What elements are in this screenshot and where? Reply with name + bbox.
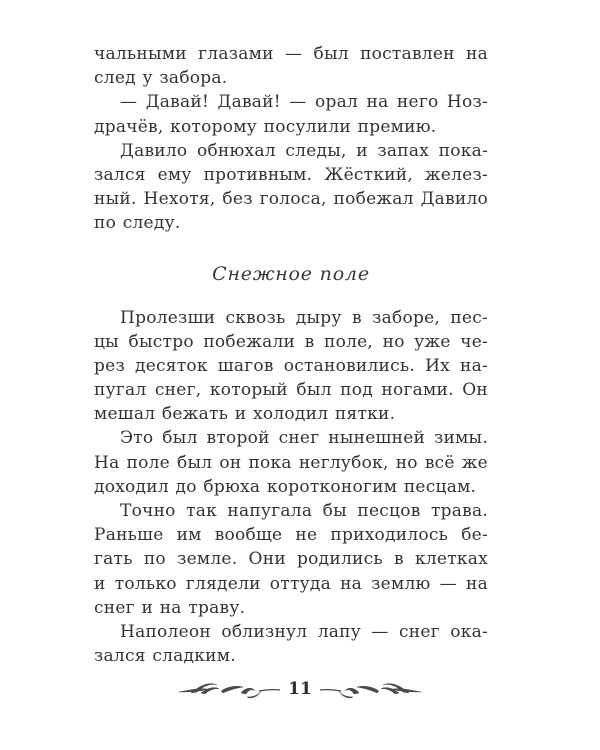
text-line: Наполеон облизнул лапу — снег ока- [120, 621, 488, 642]
paragraph [94, 620, 488, 668]
text-line: драчёв, которому посулили премию. [94, 116, 437, 137]
flourish-ornament-left-icon [177, 677, 282, 701]
text-line: зался сладким. [94, 646, 236, 667]
text-line: ный. Нехотя, без голоса, побежал Давило [94, 189, 488, 210]
text-line: и только глядели оттуда на землю — на [94, 573, 488, 594]
text-line: доходил до брюха коротконогим песцам. [94, 476, 477, 497]
text-line: цы быстро побежали в поле, но уже че- [94, 331, 488, 352]
paragraph [94, 306, 488, 427]
text-line: мешал бежать и холодил пятки. [94, 404, 396, 425]
text-line: Пролезши сквозь дыру в заборе, пес- [120, 307, 488, 328]
text-line: Давило обнюхал следы, и запах пока- [120, 140, 488, 161]
text-line: зался ему противным. Жёсткий, желез- [94, 164, 488, 185]
paragraph [94, 499, 488, 620]
text-line: Точно так напугала бы песцов трава. [120, 501, 488, 521]
page-footer [0, 674, 600, 704]
text-line: рез десяток шагов остановились. Их на- [94, 355, 488, 376]
text-line: пугал снег, который был под ногами. Он [94, 380, 488, 401]
paragraph [94, 42, 488, 90]
text-line: чальными глазами — был поставлен на [94, 44, 488, 64]
page-number: 11 [288, 679, 312, 699]
text-line: гать по земле. Они родились в клетках [94, 549, 488, 570]
book-page-text [94, 42, 488, 668]
text-line: Это был второй снег нынешней зимы. [120, 428, 488, 449]
paragraph [94, 139, 488, 236]
text-line: — Давай! Давай! — орал на него Ноз- [120, 92, 488, 113]
text-line: по следу. [94, 213, 181, 234]
text-line: Раньше им вообще не приходилось бе- [94, 525, 488, 546]
paragraph [94, 90, 488, 138]
text-line: На поле был он пока неглубок, но всё же [94, 452, 488, 473]
text-line: снег и на траву. [94, 597, 246, 618]
text-line: след у забора. [94, 68, 228, 89]
flourish-ornament-right-icon [318, 677, 423, 701]
paragraph [94, 426, 488, 499]
section-title: Снежное поле [212, 262, 370, 285]
